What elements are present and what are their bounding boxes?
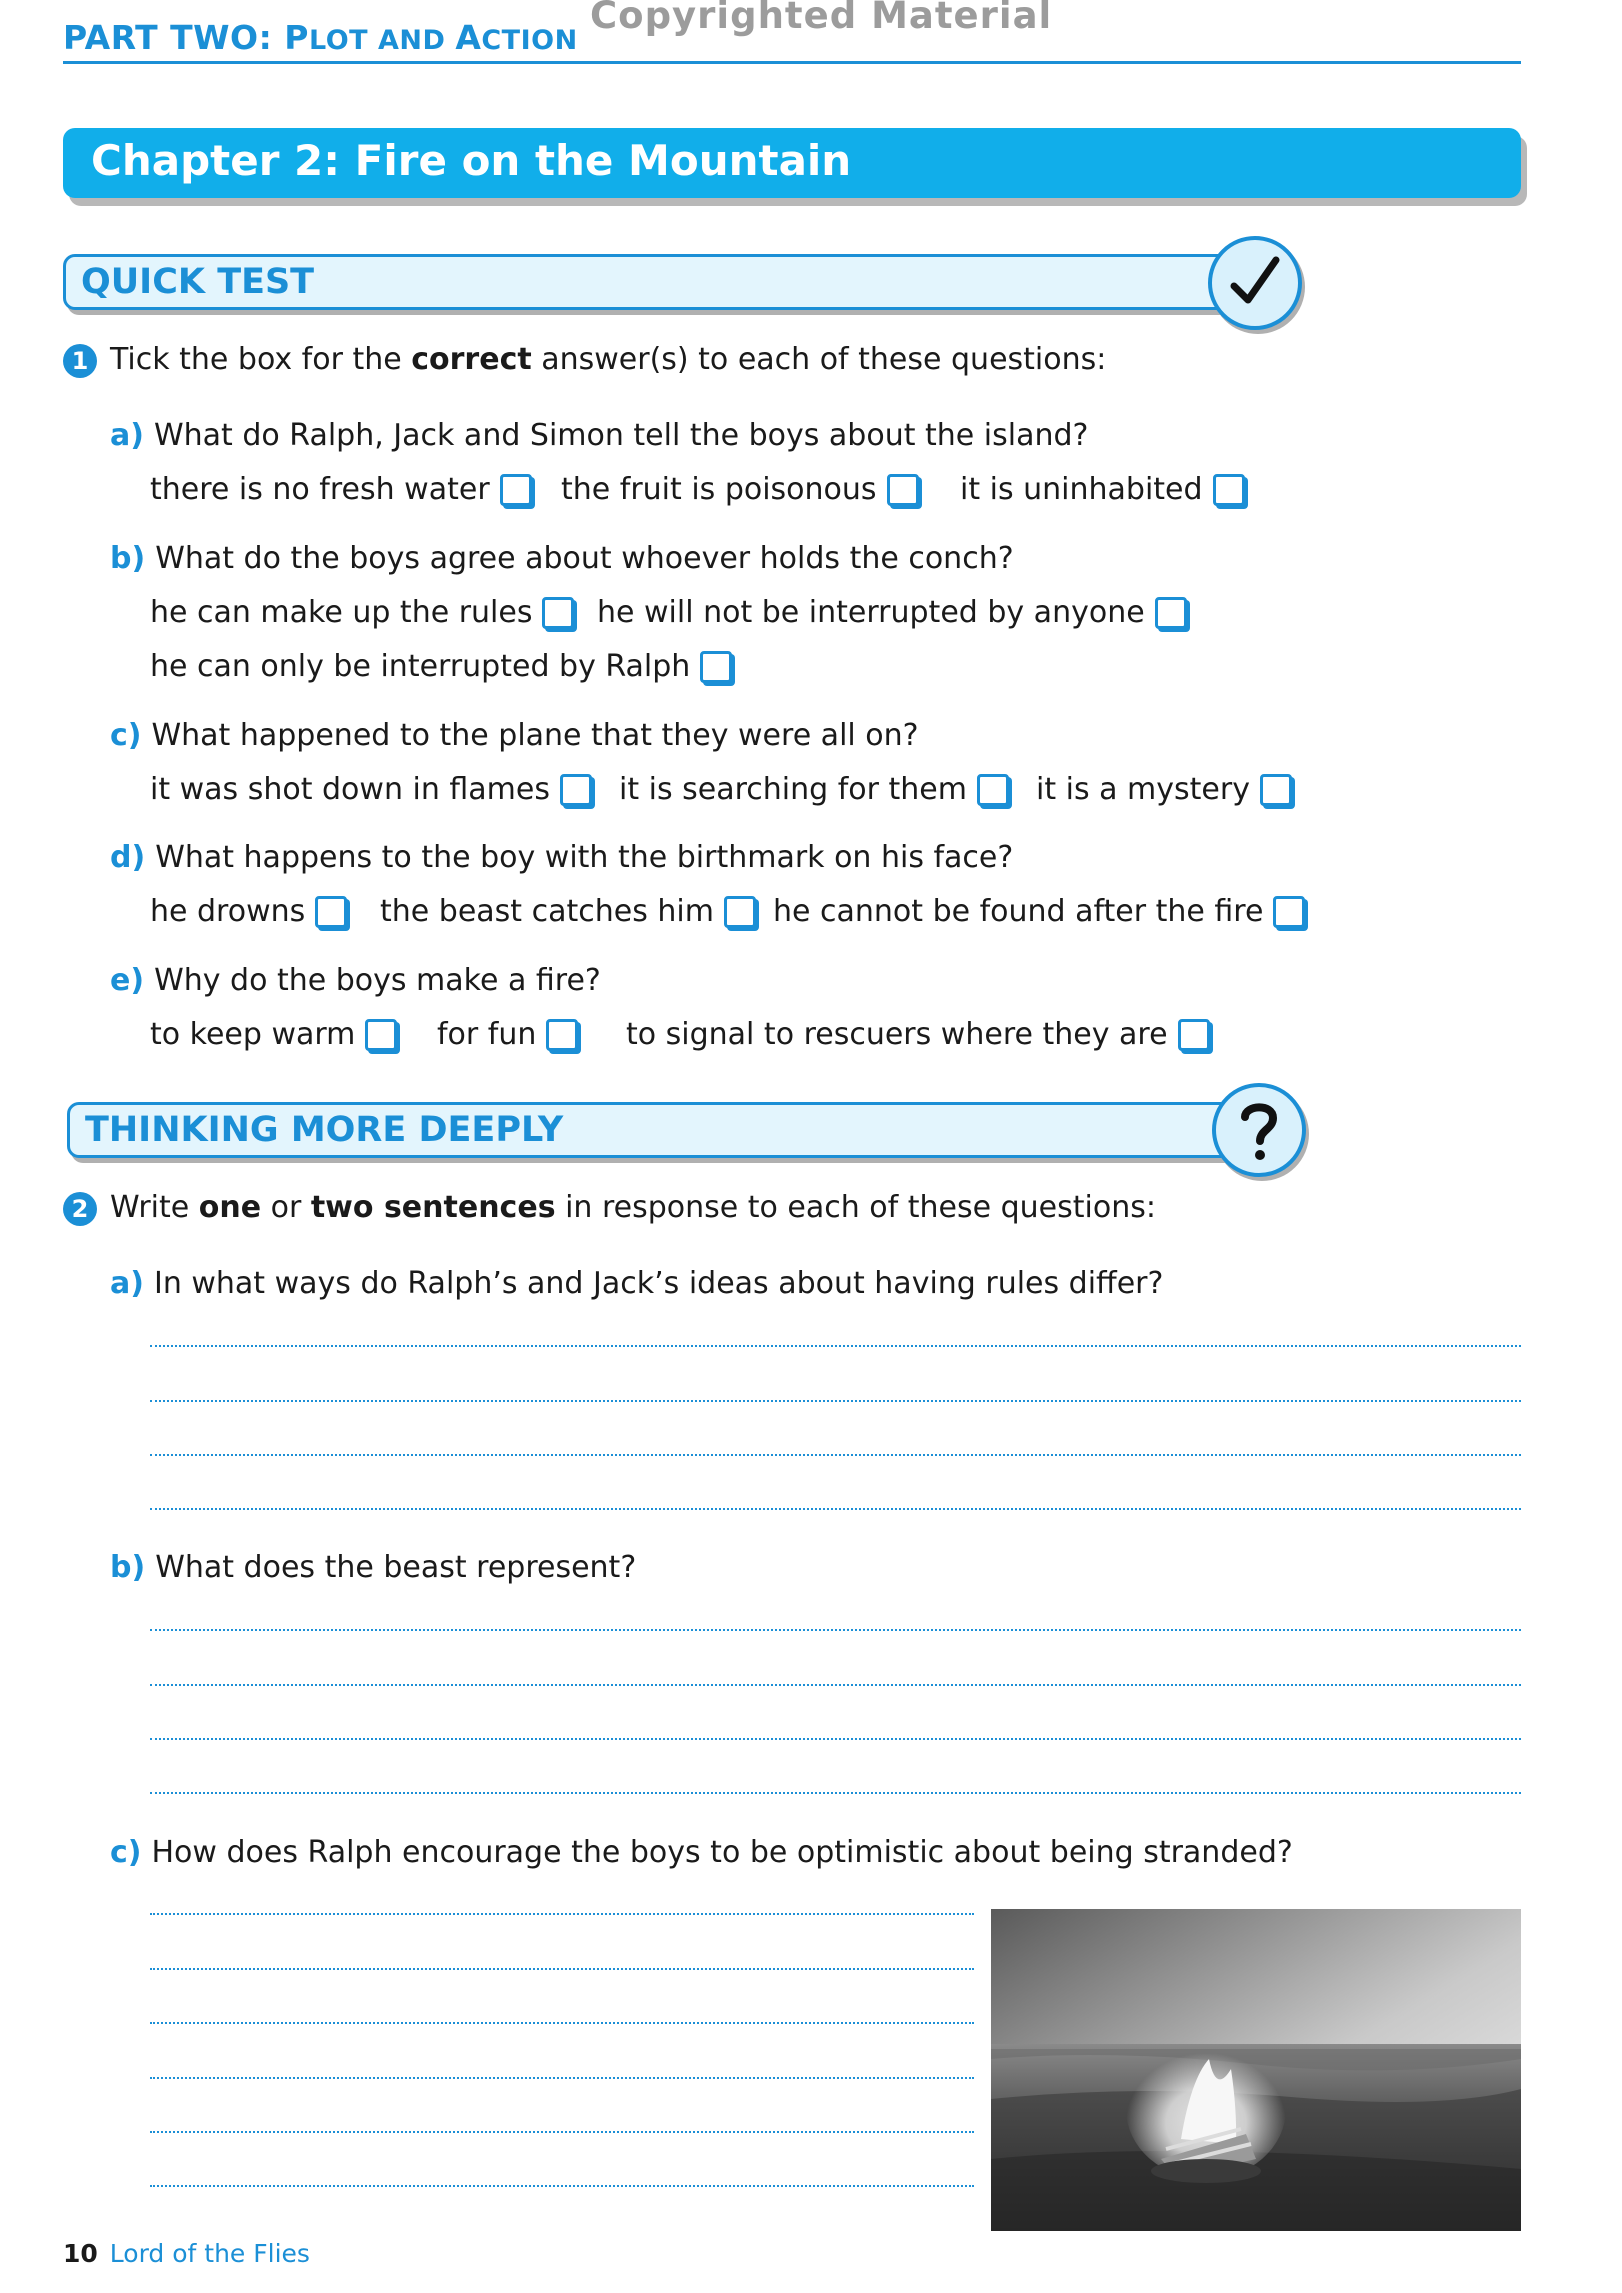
quiz-question-e: e) Why do the boys make a fire? xyxy=(110,963,601,998)
answer-line[interactable] xyxy=(150,1345,1521,1347)
checkbox[interactable] xyxy=(315,896,347,928)
answer-line[interactable] xyxy=(150,1454,1521,1456)
option-d3: he cannot be found after the fire xyxy=(773,894,1305,929)
answer-line[interactable] xyxy=(150,1684,1521,1686)
answer-line[interactable] xyxy=(150,2022,974,2024)
option-a1: there is no fresh water xyxy=(150,472,532,507)
thinking-question-c: c) How does Ralph encourage the boys to be optimistic about being stranded? xyxy=(110,1835,1293,1870)
quick-test-bar xyxy=(63,254,1247,310)
quiz-question-b: b) What do the boys agree about whoever holds the conch? xyxy=(110,541,1014,576)
answer-line[interactable] xyxy=(150,1913,974,1915)
campfire-photo xyxy=(991,1909,1521,2231)
checkbox[interactable] xyxy=(1213,474,1245,506)
quiz-question-c: c) What happened to the plane that they were all on? xyxy=(110,718,919,753)
thinking-question-a: a) In what ways do Ralph’s and Jack’s ideas about having rules differ? xyxy=(110,1266,1164,1301)
checkbox[interactable] xyxy=(700,651,732,683)
question-mark-icon xyxy=(1212,1083,1306,1177)
option-d2: the beast catches him xyxy=(380,894,756,929)
checkbox[interactable] xyxy=(1260,774,1292,806)
answer-line[interactable] xyxy=(150,1508,1521,1510)
option-e3: to signal to rescuers where they are xyxy=(626,1017,1210,1052)
checkbox[interactable] xyxy=(365,1019,397,1051)
answer-line[interactable] xyxy=(150,1400,1521,1402)
quiz-question-d: d) What happens to the boy with the birthmark on his face? xyxy=(110,840,1014,875)
option-a2: the fruit is poisonous xyxy=(561,472,919,507)
thinking-instruction: Write one or two sentences in response to each of these questions: xyxy=(110,1190,1156,1225)
checkbox[interactable] xyxy=(724,896,756,928)
checkbox[interactable] xyxy=(887,474,919,506)
page-number: 10 xyxy=(63,2239,98,2268)
copyright-watermark: Copyrighted Material xyxy=(590,0,1053,37)
option-e1: to keep warm xyxy=(150,1017,397,1052)
checkbox[interactable] xyxy=(1178,1019,1210,1051)
answer-line[interactable] xyxy=(150,1629,1521,1631)
book-title: Lord of the Flies xyxy=(109,2239,310,2268)
checkbox[interactable] xyxy=(1273,896,1305,928)
question-number-2: 2 xyxy=(63,1192,97,1226)
checkbox[interactable] xyxy=(977,774,1009,806)
question-number-1: 1 xyxy=(63,344,97,378)
answer-line[interactable] xyxy=(150,2131,974,2133)
chapter-title: Chapter 2: Fire on the Mountain xyxy=(91,136,852,185)
option-c1: it was shot down in flames xyxy=(150,772,592,807)
option-a3: it is uninhabited xyxy=(960,472,1245,507)
thinking-label: THINKING MORE DEEPLY xyxy=(85,1110,564,1150)
checkbox[interactable] xyxy=(560,774,592,806)
option-b1: he can make up the rules xyxy=(150,595,574,630)
part-title: PART TWO: PLOT AND ACTION xyxy=(63,18,578,57)
quick-test-instruction: Tick the box for the correct answer(s) to each of these questions: xyxy=(110,342,1107,377)
answer-line[interactable] xyxy=(150,2185,974,2187)
option-e2: for fun xyxy=(437,1017,578,1052)
answer-line[interactable] xyxy=(150,2077,974,2079)
option-b2: he will not be interrupted by anyone xyxy=(597,595,1187,630)
chapter-banner xyxy=(63,128,1521,198)
thinking-bar xyxy=(67,1102,1249,1158)
checkbox[interactable] xyxy=(542,597,574,629)
option-c2: it is searching for them xyxy=(619,772,1009,807)
option-b3: he can only be interrupted by Ralph xyxy=(150,649,732,684)
checkbox[interactable] xyxy=(500,474,532,506)
checkmark-icon xyxy=(1208,236,1302,330)
quick-test-label: QUICK TEST xyxy=(81,262,315,302)
answer-line[interactable] xyxy=(150,1968,974,1970)
answer-line[interactable] xyxy=(150,1792,1521,1794)
option-c3: it is a mystery xyxy=(1036,772,1292,807)
page-footer xyxy=(63,2239,310,2268)
checkbox[interactable] xyxy=(546,1019,578,1051)
checkbox[interactable] xyxy=(1155,597,1187,629)
option-d1: he drowns xyxy=(150,894,347,929)
header-rule xyxy=(63,61,1521,64)
thinking-question-b: b) What does the beast represent? xyxy=(110,1550,637,1585)
quiz-question-a: a) What do Ralph, Jack and Simon tell the boys about the island? xyxy=(110,418,1089,453)
answer-line[interactable] xyxy=(150,1738,1521,1740)
